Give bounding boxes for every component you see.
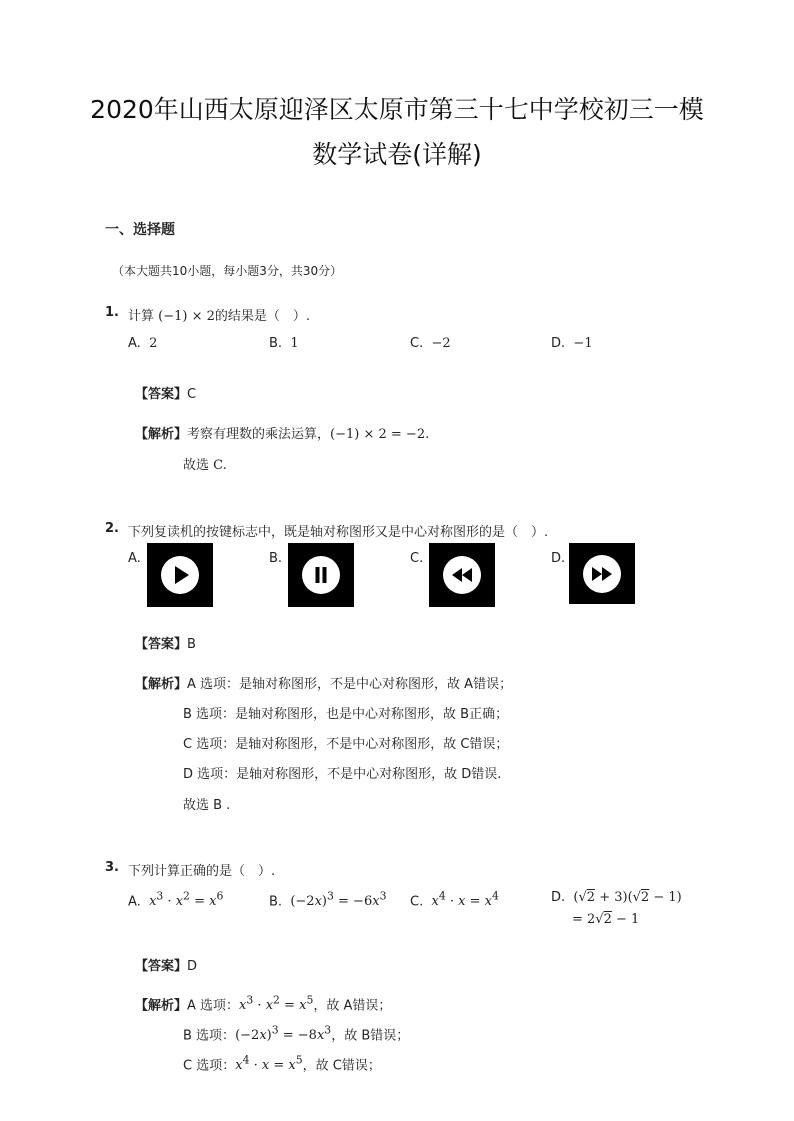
analysis-math: (−1) × 2 = −2. bbox=[330, 427, 430, 442]
option-label: D. bbox=[551, 890, 566, 905]
option-label: C. bbox=[410, 336, 424, 351]
analysis-suffix: ，故 A错误； bbox=[313, 998, 392, 1014]
question-3-option-b[interactable] bbox=[269, 890, 386, 909]
question-3-option-c[interactable] bbox=[410, 890, 499, 909]
page-title: 2020年山西太原迎泽区太原市第三十七中学校初三一模 bbox=[90, 95, 704, 124]
question-2-analysis-3: C 选项：是轴对称图形，不是中心对称图形，故 C错误； bbox=[183, 737, 509, 752]
analysis-prefix: B 选项： bbox=[183, 1028, 236, 1044]
analysis-prefix: C 选项： bbox=[183, 1058, 236, 1074]
analysis-label: 【解析】 bbox=[135, 677, 188, 692]
section-heading: 一、选择题 bbox=[105, 222, 175, 238]
question-2-option-c-label: C. bbox=[410, 551, 424, 566]
option-label: A. bbox=[128, 336, 141, 351]
question-1-stem-prefix: 计算 bbox=[128, 309, 155, 324]
question-1-option-d[interactable] bbox=[551, 336, 593, 351]
question-3-option-d[interactable] bbox=[551, 890, 682, 905]
question-1-option-c[interactable] bbox=[410, 336, 451, 351]
question-2-analysis-4: D 选项：是轴对称图形，不是中心对称图形，故 D错误. bbox=[183, 767, 502, 782]
option-text: 2 bbox=[149, 336, 158, 351]
question-3-option-d-line2: = 2√2 − 1 bbox=[572, 912, 640, 927]
answer-value: D bbox=[187, 959, 198, 974]
fast-forward-icon bbox=[582, 554, 622, 594]
question-1-option-a[interactable] bbox=[128, 336, 157, 351]
question-2-conclusion: 故选 B . bbox=[183, 798, 231, 813]
analysis-math: $x^3 \cdot x^2 = x^5$ bbox=[239, 994, 314, 1014]
option-label: A. bbox=[128, 894, 141, 910]
question-2-number: 2. bbox=[105, 521, 119, 536]
rewind-icon bbox=[442, 555, 482, 595]
question-1-option-b[interactable] bbox=[269, 336, 299, 351]
question-1-stem-suffix: 的结果是（ ）. bbox=[214, 309, 311, 324]
option-label: B. bbox=[269, 336, 283, 351]
option-math: $x^4 \cdot x = x^4$ bbox=[431, 890, 499, 910]
option-math: (√2 + 3)(√2 − 1) bbox=[573, 890, 682, 905]
question-2-analysis-1 bbox=[135, 673, 512, 692]
option-math: $(-2x)^3 = -6x^3$ bbox=[290, 890, 387, 910]
analysis-line: 考察有理数的乘法运算， bbox=[187, 427, 331, 442]
section-note: （本大题共10小题，每小题3分，共30分） bbox=[112, 264, 343, 278]
answer-value: B bbox=[187, 637, 196, 652]
answer-label: 【答案】 bbox=[135, 959, 188, 974]
question-1-answer bbox=[135, 383, 196, 402]
question-3-stem: 下列计算正确的是（ ）. bbox=[128, 864, 276, 879]
question-3-answer bbox=[135, 955, 197, 974]
analysis-label: 【解析】 bbox=[135, 427, 188, 442]
question-2-option-c[interactable] bbox=[429, 543, 495, 607]
question-1-stem bbox=[128, 305, 310, 324]
analysis-label: 【解析】 bbox=[135, 998, 188, 1014]
question-3-analysis-1 bbox=[135, 994, 391, 1013]
question-2-option-d-label: D. bbox=[551, 551, 566, 566]
question-2-option-a[interactable] bbox=[147, 543, 213, 607]
option-math: $x^3 \cdot x^2 = x^6$ bbox=[149, 890, 224, 910]
question-1-number: 1. bbox=[105, 305, 119, 320]
question-2-option-b[interactable] bbox=[288, 543, 354, 607]
analysis-math: $(-2x)^3 = -8x^3$ bbox=[235, 1024, 332, 1044]
question-2-stem: 下列复读机的按键标志中，既是轴对称图形又是中心对称图形的是（ ）. bbox=[128, 525, 549, 540]
analysis-line: A 选项：是轴对称图形，不是中心对称图形，故 A错误； bbox=[187, 677, 513, 692]
pause-icon bbox=[301, 555, 341, 595]
answer-label: 【答案】 bbox=[135, 637, 188, 652]
option-label: B. bbox=[269, 894, 283, 910]
question-2-option-b-label: B. bbox=[269, 551, 283, 566]
analysis-math: $x^4 \cdot x = x^5$ bbox=[235, 1054, 303, 1074]
question-2-answer bbox=[135, 633, 196, 652]
page-subtitle: 数学试卷(详解) bbox=[312, 140, 482, 169]
analysis-prefix: A 选项： bbox=[187, 998, 240, 1014]
option-text: 1 bbox=[290, 336, 299, 351]
option-label: C. bbox=[410, 894, 424, 910]
question-2-option-a-label: A. bbox=[128, 551, 141, 566]
question-1-analysis bbox=[135, 423, 429, 442]
answer-label: 【答案】 bbox=[135, 387, 188, 402]
question-3-analysis-2 bbox=[183, 1024, 409, 1043]
question-3-analysis-3 bbox=[183, 1054, 381, 1073]
option-text: −1 bbox=[573, 336, 593, 351]
question-3-number: 3. bbox=[105, 860, 119, 875]
analysis-suffix: ，故 B错误； bbox=[331, 1028, 410, 1044]
question-1-conclusion: 故选 C. bbox=[183, 458, 227, 473]
question-2-analysis-2: B 选项：是轴对称图形，也是中心对称图形，故 B正确； bbox=[183, 707, 509, 722]
option-label: D. bbox=[551, 336, 566, 351]
option-text: −2 bbox=[431, 336, 451, 351]
question-3-option-a[interactable] bbox=[128, 890, 223, 909]
answer-value: C bbox=[187, 387, 197, 402]
question-2-option-d[interactable] bbox=[569, 543, 635, 604]
play-icon bbox=[160, 555, 200, 595]
question-1-stem-math: (−1) × 2 bbox=[158, 309, 215, 324]
analysis-suffix: ，故 C错误； bbox=[302, 1058, 381, 1074]
